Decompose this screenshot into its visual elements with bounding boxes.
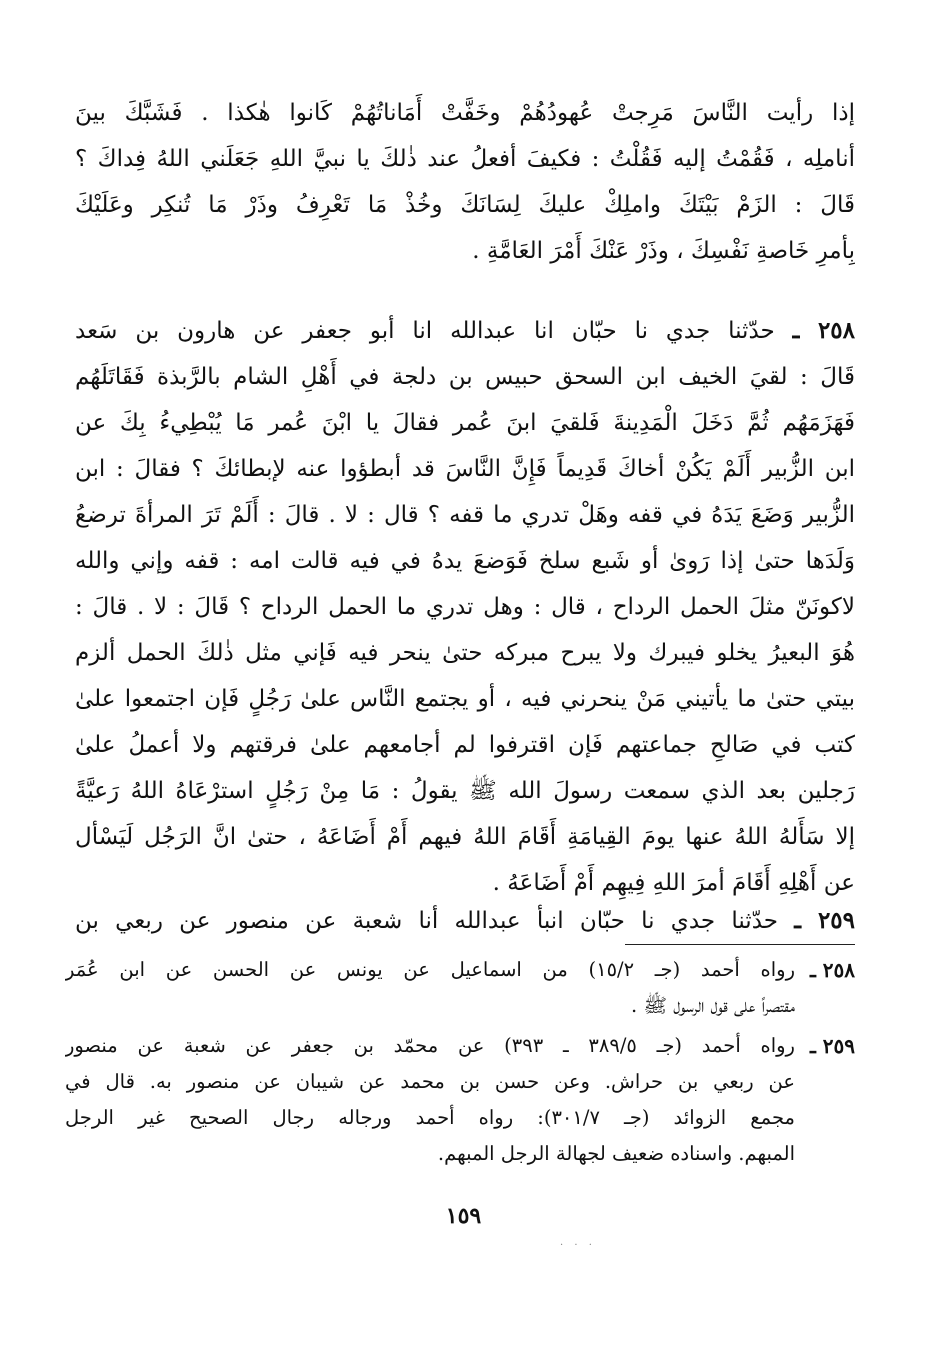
footnote-number: ٢٥٨ ـ bbox=[809, 958, 855, 982]
text-line-with-number bbox=[75, 308, 855, 354]
hadith-number: ٢٥٨ ـ bbox=[792, 317, 855, 344]
text-line: حدّثنا جدي نا حبّان انبأ عبدالله أنا شعبة عن منصور عن ربعي بن bbox=[75, 908, 778, 934]
footnote-body bbox=[65, 952, 795, 1024]
text-line: ابن الزُّبير أَلَمْ يَكُنْ أخاكَ قَدِيماً فَإِنَّ النَّاسَ قد أبطؤوا عنه لإبطائكَ ؟ فقالَ : ابن bbox=[75, 456, 855, 482]
text-line: حدّثنا جدي نا حبّان انا عبدالله انا أبو جعفر عن هارون بن سَعد bbox=[75, 318, 775, 344]
text-line: إلا سَأَلهُ اللهُ عنها يومَ القِيامَةِ أَقَامَ اللهُ فيهم أَمْ أَضَاعَهُ ، حتىٰ انَّ الرَجُل لَيَسْأل bbox=[75, 824, 855, 850]
text-line: لاكونَنّ مثلَ الحمل الرداح ، قال : وهل تدري ما الحمل الرداح ؟ قَالَ : لا . قالَ : bbox=[75, 594, 855, 620]
text-line: فَهَزَمَهُم ثُمَّ دَخَلَ الْمَدِينةَ فَلقيَ ابنَ عُمر فقالَ يا ابْنَ عُمر مَا يُبْطِيءُ بِكَ عن bbox=[75, 410, 855, 436]
text-line: الزُّبير وَضَعَ يَدَهُ في قفه وهَلْ تدري ما قفه ؟ قال : لا . قالَ : أَلَمْ تَرَ المرأةَ ترضعُ bbox=[75, 502, 855, 528]
footnote-258 bbox=[65, 952, 855, 1024]
footnote-number: ٢٥٩ ـ bbox=[809, 1034, 855, 1058]
footnote-line: عن ربعي بن حراش. وعن حسن بن محمد عن شيبان عن منصور به. قال في bbox=[65, 1070, 795, 1093]
text-line: قَالَ : الزَمْ بَيْتَكَ واملِكْ عليكَ لِسَانَكَ وخُذْ مَا تَعْرِفُ وذَرْ مَا تُنكِر وعَلَيْكَ bbox=[75, 192, 855, 218]
footnote-body bbox=[65, 1028, 795, 1172]
text-line: كتب في صَالحِ جماعتهم فَإن اقترفوا لم أجامعهم علىٰ فرقتهم ولا أعملُ علىٰ bbox=[75, 732, 855, 758]
text-line: بيتي حتىٰ ما يأتيني مَنْ ينحرني فيه ، أو يجتمع النَّاس علىٰ رَجُلٍ فَإن اجتمعوا علىٰ bbox=[75, 686, 855, 712]
footnote-259 bbox=[65, 1028, 855, 1172]
text-line: أناملِه ، فَقُمْتُ إليه فَقُلْتُ : فكيفَ أفعلُ عند ذٰلكَ يا نبيَّ اللهِ جَعَلَني اللهُ فِداكَ ؟ bbox=[75, 146, 855, 172]
text-line: هُوَ البعيرُ يخلو فيبرك ولا يبرح مبركه حتىٰ ينحر فيه فَإني مثل ذٰلكَ الحمل ألزم bbox=[75, 640, 855, 666]
footnote-line: المبهم. واسناده ضعيف لجهالة الرجل المبهم. bbox=[437, 1142, 795, 1165]
footnote-divider bbox=[625, 944, 855, 945]
text-line: رَجلين بعد الذي سمعت رسولَ الله ﷺ يقولُ : مَا مِنْ رَجُلٍ استرْعَاهُ اللهُ رَعيَّةً bbox=[75, 778, 855, 804]
text-line: إذا رأيت النَّاسَ مَرِجتْ عُهودُهُمْ وخَفَّتْ أَمَاناتُهُمْ كَانوا هٰكذا . فَشَبَّكَ بينَ bbox=[75, 100, 855, 126]
hadith-259-paragraph bbox=[75, 898, 855, 944]
text-line: وَلَدَها حتىٰ إذا رَوىٰ أو شَبع سلخ فَوَضعَ يدهُ في فيه قالت امه : قفه وإني والله bbox=[75, 548, 855, 574]
footnote-line: رواه أحمد (جـ ١٥/٢) من اسماعيل عن يونس عن الحسن عن ابن عُمَر bbox=[65, 958, 795, 981]
footnotes bbox=[65, 952, 855, 1172]
footnote-line: مقتصراً على قول الرسول ﷺ . bbox=[631, 994, 795, 1017]
text-line: بِأمرِ خَاصةِ نَفْسِكَ ، وذَرْ عَنْكَ أَمْرَ العَامَّةِ . bbox=[472, 238, 855, 264]
text-line-with-number bbox=[75, 898, 855, 944]
footnote-line: مجمع الزوائد (جـ ٣٠١/٧): رواه أحمد ورجاله رجال الصحيح غير الرجل bbox=[65, 1106, 795, 1129]
continuation-paragraph bbox=[75, 90, 855, 274]
scan-specks: · · · bbox=[560, 1240, 596, 1251]
footnote-line: رواه أحمد (جـ ٣٨٩/٥ ـ ٣٩٣) عن محمّد بن جعفر عن شعبة عن منصور bbox=[65, 1034, 795, 1057]
page-number: ١٥٩ bbox=[445, 1203, 482, 1229]
text-line: قَالَ : لقيَ الخيف ابن السحق حبيس بن دلجة في أَهْلِ الشام بالرَّبذة فَقَاتَلَهُم bbox=[75, 364, 855, 390]
text-line: عن أَهْلِهِ أَقَامَ أمرَ اللهِ فِيهِم أَمْ أَضَاعَهُ . bbox=[492, 870, 855, 896]
hadith-number: ٢٥٩ ـ bbox=[794, 907, 855, 934]
hadith-258-paragraph bbox=[75, 308, 855, 906]
